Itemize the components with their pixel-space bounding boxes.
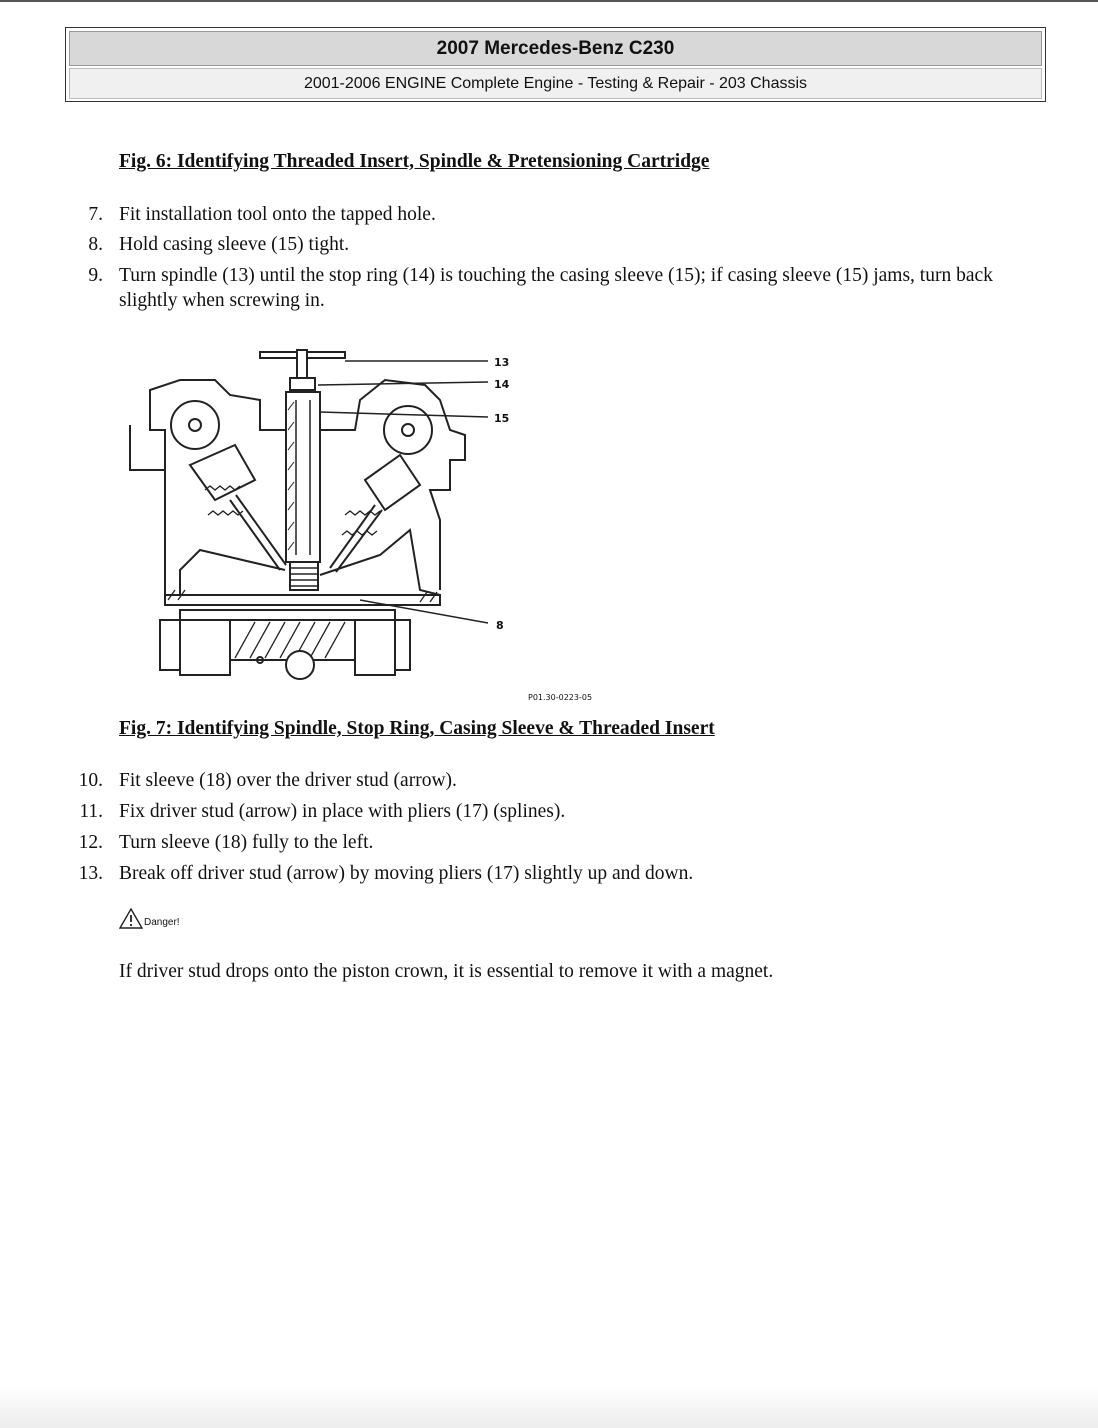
step-number: 10. xyxy=(78,770,103,791)
step-text: Turn sleeve (18) fully to the left. xyxy=(119,832,374,853)
figure-reference-code: P01.30-0223-05 xyxy=(528,693,593,702)
step-number: 11. xyxy=(79,801,103,822)
document-header xyxy=(65,27,1046,102)
callout-15: 15 xyxy=(494,412,510,425)
step-number: 9. xyxy=(88,265,103,286)
danger-notice xyxy=(119,908,180,929)
step-text: Fit installation tool onto the tapped hole. xyxy=(119,204,436,225)
step-number: 8. xyxy=(88,234,103,255)
engine-cross-section-figure xyxy=(120,340,620,710)
step-number: 7. xyxy=(88,204,103,225)
step-text: Fix driver stud (arrow) in place with pliers (17) (splines). xyxy=(119,801,566,822)
step-text: Hold casing sleeve (15) tight. xyxy=(119,234,350,255)
step-number: 12. xyxy=(78,832,103,853)
page-bottom-shade xyxy=(0,1388,1098,1428)
callout-14: 14 xyxy=(494,378,510,391)
fig6-caption: Fig. 6: Identifying Threaded Insert, Spindle & Pretensioning Cartridge xyxy=(119,151,710,172)
warning-triangle-icon xyxy=(119,908,143,929)
step-text: Turn spindle (13) until the stop ring (14) is touching the casing sleeve (15); if casing sleeve (15) jams, turn back slightly when screwing in. xyxy=(119,265,993,311)
fig7-caption: Fig. 7: Identifying Spindle, Stop Ring, Casing Sleeve & Threaded Insert xyxy=(119,718,715,739)
callout-13: 13 xyxy=(494,356,510,369)
step-text: Fit sleeve (18) over the driver stud (arrow). xyxy=(119,770,457,791)
danger-text: If driver stud drops onto the piston crown, it is essential to remove it with a magnet. xyxy=(119,961,774,982)
step-text: Break off driver stud (arrow) by moving pliers (17) slightly up and down. xyxy=(119,863,694,884)
header-title: 2007 Mercedes-Benz C230 xyxy=(69,31,1042,66)
header-subtitle: 2001-2006 ENGINE Complete Engine - Testing & Repair - 203 Chassis xyxy=(69,68,1042,99)
engine-diagram xyxy=(120,340,620,710)
top-rule xyxy=(0,0,1098,2)
callout-8: 8 xyxy=(496,619,504,632)
step-number: 13. xyxy=(78,863,103,884)
danger-label: Danger! xyxy=(144,917,180,928)
